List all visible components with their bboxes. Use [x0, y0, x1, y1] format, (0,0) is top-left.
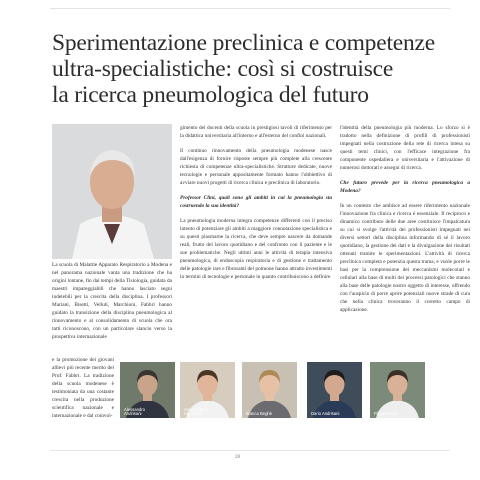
team-photo [120, 362, 175, 418]
paragraph: l'identità della pneumologia più moderna. Lo sforzo si è tradotto nella definizione di profili di professionisti impegnati nella costruzione della rete di ricerca intesa su questi temi clinici, con l'efficace integrazione fra componente ospedaliera e universitaria e l'attivazione di numerosi dottorati e assegni di ricerca. [340, 125, 470, 171]
portrait-photo [52, 124, 172, 259]
article-title [52, 30, 472, 108]
photo-caption: Filippo Gozzi [374, 411, 399, 417]
text-column-3 [340, 124, 470, 321]
text-column-1 [52, 261, 172, 348]
paragraph: La pneumologia moderna integra competenze differenti con il preciso intento di potenziare gli ambiti a maggiore connotazione specialistica e su questi plasmarne la ricerca, che deve sempre nascere da domande reali, frutto del lavoro quotidiano e del confronto con il paziente e le sue problematiche. Negli ultimi anni le attività di terapia intensiva pneumologica, di endoscopia respiratoria e di gestione e trattamento delle patologie rare e fibrosanti del polmone hanno attratto investimenti in termini di tecnologie e personale in quanto contribuiscono a definire [180, 218, 332, 280]
paragraph: In un contesto che ambisce ad essere riferimento nazionale l'innovazione fra clinica e ricerca è essenziale. Il reciproco e dinamico contributo delle due aree costituisce l'impalcatura su cui si svolge l'attività dei professionisti impegnati nei diversi settori della disciplina informando di sé il lavoro quotidiano, la gestione dei dati e la divulgazione dei risultati ottenuti tramite le sperimentazioni. L'attività di ricerca preclinica completa e potenzia questa trama, e vuole porre le basi per la comprensione dei meccanismi molecolari e cellulari alla base di molti dei processi patologici che stanno alla base delle patologie nostro oggetto di interesse, offrendo con l'auspicio di porre aprire potenziali nuove strade di cura che nella clinica troveranno il corretto campo di applicazione. [340, 203, 470, 313]
bottom-rule [50, 450, 450, 451]
photo-caption: Dario Andrisani [311, 411, 340, 417]
text-column-1-continued [52, 356, 114, 427]
paragraph: gimento dei docenti della scuola in prestigiosi tavoli di riferimento per la didattica universitaria all'interno e all'esterno del confini nazionali. [180, 125, 332, 139]
title-line: Sperimentazione preclinica e competenze [52, 30, 436, 56]
text-column-2 [180, 124, 332, 288]
question-heading: Che futuro prevede per la ricerca pneumologica a Modena? [340, 180, 470, 194]
title-line: ultra-specialistiche: così si costruisce [52, 56, 394, 82]
top-rule [50, 8, 450, 9]
page-number: 28 [235, 455, 240, 460]
team-photo [180, 362, 235, 418]
paragraph: e la promozione dei giovani allievi più recente merito del Prof. Fabbri. La tradizione della scuola modenese è testimoniata da una costante crescita nella produzione scientifica nazionale e internazionale e dal coinvol- [52, 357, 114, 419]
team-photo [307, 362, 362, 418]
photo-caption: Bianca Beghè [246, 411, 273, 417]
photo-caption: Anna Valeria Samarelli [184, 406, 208, 417]
photo-caption: Alessandro Andrisani [124, 406, 145, 417]
paragraph: Il continuo rinnovamento della pneumologia modenese nasce dall'esigenza di fornire risposte sempre più complete alla crescente richiesta di competenze ultra-specialistiche. Strutture dedicate, nuove tecnologie e personale appositamente formato hanno l'obbiettivo di avviare nuovi progetti di ricerca clinica e preclinica di laboratorio. [180, 148, 332, 186]
question-heading: Professor Clini, quali sono gli ambiti in cui la pneumologia sta costruendo la sua identità? [180, 195, 332, 209]
paragraph: La scuola di Malattie Apparato Respiratorio a Modena e nel panorama nazionale vanta una tradizione che ha origini lontane, fin dai tempi della Tisiologia, guidata da maestri impareggiabili che hanno lasciato segni indelebili per la crescita della disciplina. I professori Mariani, Bisetti, Velluti, Marchioni, Fabbri hanno guidato la transizione della disciplina pneumologica al rinnovamento e al consolidamento di scuola che ora tutti riconoscono, con un particolare slancio verso la prospettiva internazionale [52, 262, 172, 340]
team-photo [370, 362, 425, 418]
title-line: la ricerca pneumologica del futuro [52, 82, 369, 108]
team-photo [242, 362, 297, 418]
